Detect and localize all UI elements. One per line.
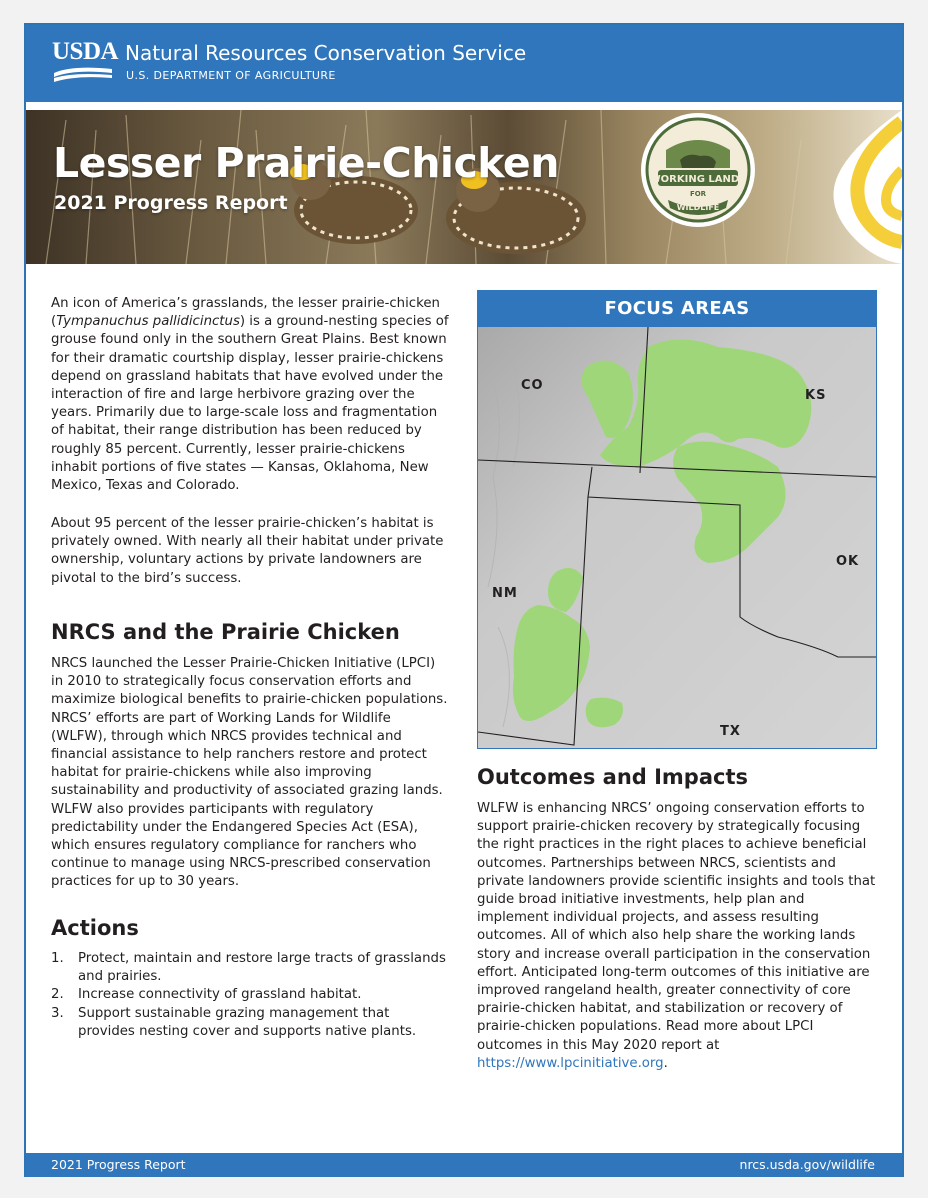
prairie-chicken-photo: [26, 110, 902, 264]
svg-text:WILDLIFE: WILDLIFE: [676, 203, 720, 212]
list-item: 3. Support sustainable grazing management that provides nesting cover and supports native plants.: [51, 1005, 417, 1039]
focus-areas-map-graphic: [478, 327, 876, 748]
agency-header: [26, 25, 902, 102]
outcomes-paragraph: WLFW is enhancing NRCS’ ongoing conservation efforts to support prairie-chicken recovery by strategically focusing the right practices in the right places to achieve beneficial outcomes. Partnerships between NRCS, scientists and private landowners provide scientific insights and tools that guide broad initiative investments, help plan and implement individual projects, and assess resulting outcomes. All of which also help share the working lands story and increase overall participation in the conservation effort. Anticipated long-term outcomes of this initiative are improved rangeland health, greater connectivity of core prairie-chicken habitat, and stabilization or recovery of prairie-chicken populations. Read more about LPCI outcomes in this May 2020 report at https://www.lpcinitiative.org.: [477, 801, 876, 1071]
hero-banner: [26, 110, 902, 264]
svg-text:FOR: FOR: [689, 190, 707, 198]
actions-list: [51, 950, 449, 1041]
report-title: Lesser Prairie-Chicken: [53, 139, 559, 187]
state-label-ok: OK: [836, 554, 860, 569]
intro-paragraph: An icon of America’s grasslands, the lesser prairie-chicken (Tympanuchus pallidicinctus) is a ground-nesting species of grouse found only in the southern Great Plains. Best known for their dramatic courtship display, lesser prairie-chickens depend on grassland habitats that have evolved under the interaction of fire and large herbivore grazing over the years. Primarily due to large-scale loss and fragmentation of habitat, their range distribution has been reduced by roughly 85 percent. Currently, lesser prairie-chickens inhabit portions of five states — Kansas, Oklahoma, New Mexico, Texas and Colorado.: [51, 296, 449, 494]
state-label-tx: TX: [720, 724, 741, 739]
list-item: 2. Increase connectivity of grassland habitat.: [51, 987, 362, 1003]
report-subtitle: 2021 Progress Report: [54, 192, 288, 214]
department-name: U.S. DEPARTMENT OF AGRICULTURE: [126, 69, 336, 82]
outcomes-heading: Outcomes and Impacts: [477, 765, 749, 789]
focus-areas-map: [477, 290, 877, 749]
page: [24, 23, 904, 1177]
species-name: Tympanuchus pallidicinctus: [56, 314, 240, 330]
state-label-nm: NM: [492, 586, 518, 601]
state-label-ks: KS: [805, 388, 827, 403]
usda-logo-text: USDA: [52, 38, 119, 65]
state-label-co: CO: [521, 378, 544, 393]
footer-website-link[interactable]: nrcs.usda.gov/wildlife: [739, 1157, 875, 1172]
ownership-paragraph: About 95 percent of the lesser prairie-chicken’s habitat is privately owned. With nearly all their habitat under private ownership, voluntary actions by private landowners are pivotal to the bird’s success.: [51, 516, 444, 586]
lpci-report-link[interactable]: https://www.lpcinitiative.org: [477, 1055, 664, 1071]
agency-name: Natural Resources Conservation Service: [125, 41, 527, 65]
nrcs-paragraph: NRCS launched the Lesser Prairie-Chicken Initiative (LPCI) in 2010 to strategically focus conservation efforts and maximize biological benefits to prairie-chicken populations. NRCS’ efforts are part of Working Lands for Wildlife (WLFW), through which NRCS provides technical and financial assistance to help ranchers restore and protect habitat for prairie-chickens while also improving sustainability and productivity of associated grazing lands. WLFW also provides participants with regulatory predictability under the Endangered Species Act (ESA), which ensures regulatory compliance for ranchers who continue to manage using NRCS-prescribed conservation practices for up to 30 years.: [51, 656, 448, 890]
page-footer: [26, 1153, 902, 1177]
svg-text:WORKING LANDS: WORKING LANDS: [649, 174, 747, 185]
footer-report-label: 2021 Progress Report: [51, 1157, 186, 1172]
decorative-swoosh-icon: [806, 110, 902, 264]
working-lands-for-wildlife-badge-icon: [638, 110, 758, 230]
nrcs-heading: NRCS and the Prairie Chicken: [51, 620, 400, 644]
actions-heading: Actions: [51, 916, 139, 940]
list-item: 1. Protect, maintain and restore large tracts of grasslands and prairies.: [51, 951, 446, 985]
map-title: FOCUS AREAS: [478, 291, 876, 327]
